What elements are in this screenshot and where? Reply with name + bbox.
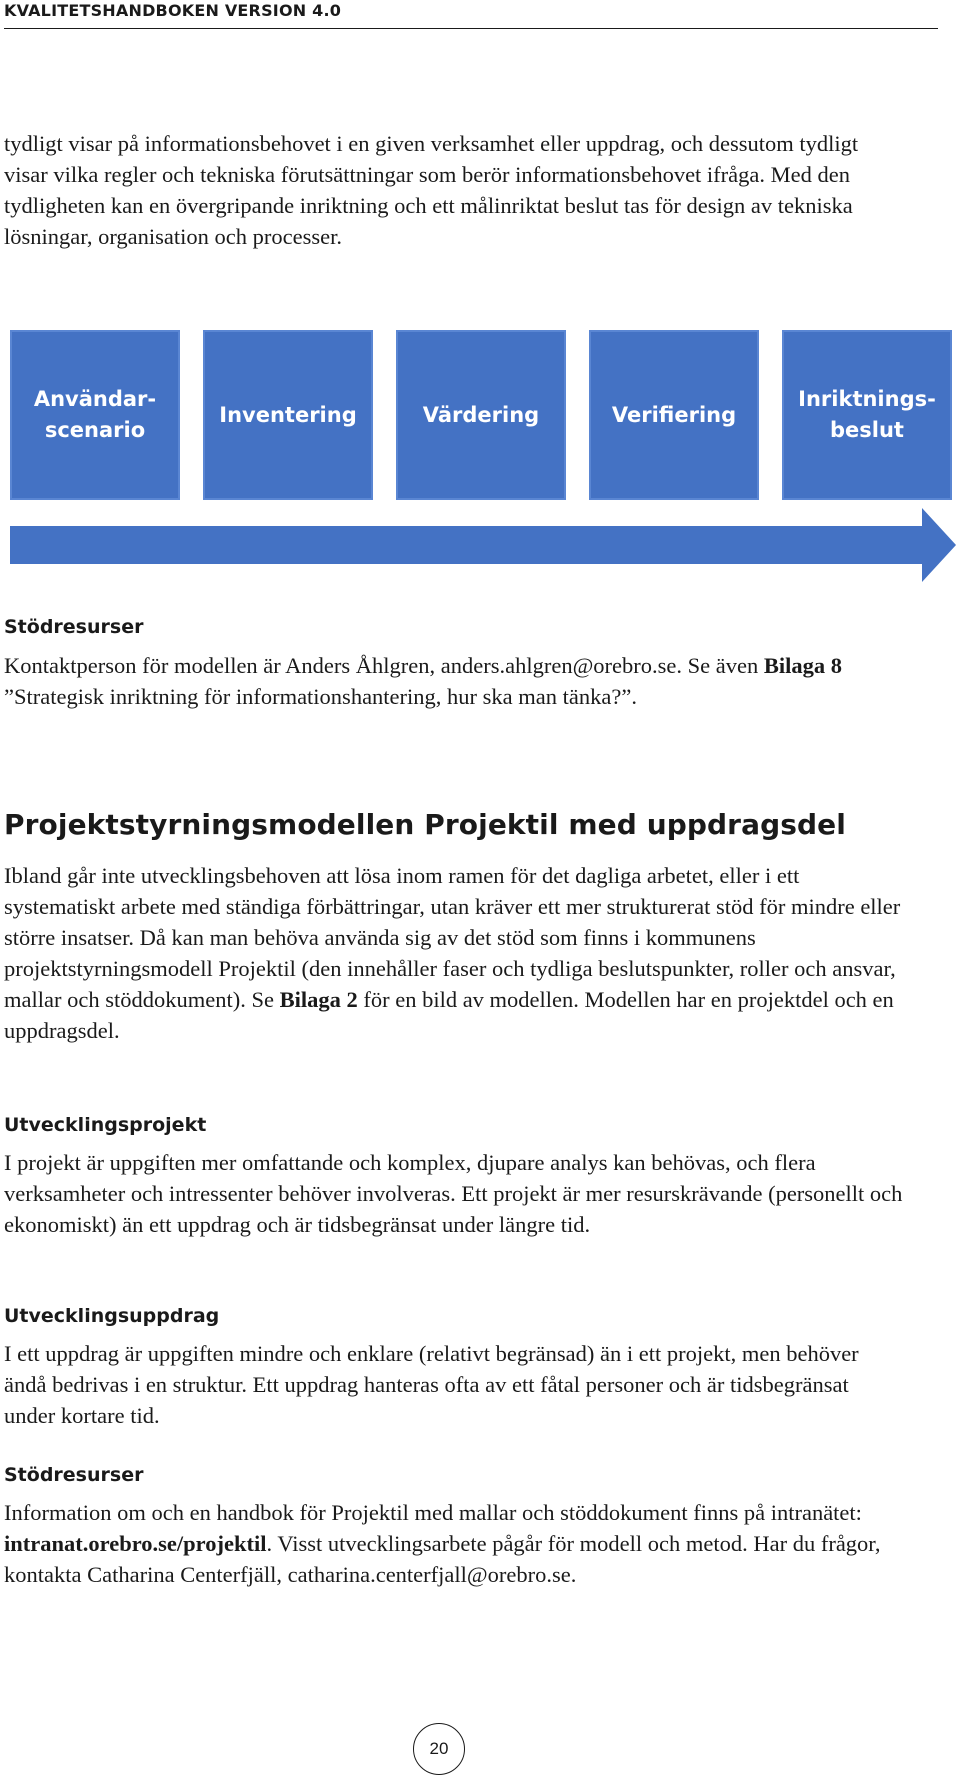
support-resources-heading-2: Stödresurser: [4, 1464, 144, 1486]
project-paragraph: I projekt är uppgiften mer omfattande och komplex, djupare analys kan behövas, och flera verksamheter och intressenter behöver involveras. Ett projekt är mer resurskrävande (personellt och ekonomiskt) än ett uppdrag och är tidsbegränsat under längre tid.: [4, 1150, 903, 1237]
process-step-3: Värdering: [396, 330, 566, 500]
support-resources-paragraph-2: Information om och en handbok för Projektil med mallar och stöddokument finns på intranätet: intranat.orebro.se/projektil. Visst utvecklingsarbete pågår för modell och metod. Har du frågor, kontakta Catharina Centerfjäll, catharina.centerfjall@orebro.se.: [4, 1500, 881, 1587]
process-arrow-icon: [10, 508, 958, 582]
process-step-2: Inventering: [203, 330, 373, 500]
process-step-5: Inriktnings- beslut: [782, 330, 952, 500]
support-resources-paragraph: Kontaktperson för modellen är Anders Åhlgren, anders.ahlgren@orebro.se. Se även Bilaga 8 ”Strategisk inriktning för informationshantering, hur ska man tänka?”.: [4, 653, 842, 709]
page-header: [4, 0, 938, 29]
process-step-1: Användar- scenario: [10, 330, 180, 500]
assignment-paragraph: I ett uppdrag är uppgiften mindre och enklare (relativt begränsad) än i ett projekt, men behöver ändå bedrivas i en struktur. Ett uppdrag hanteras ofta av ett fåtal personer och är tidsbegränsat under kortare tid.: [4, 1341, 859, 1428]
document-title: KVALITETSHANDBOKEN VERSION 4.0: [4, 1, 342, 20]
appendix-8-ref: Bilaga 8: [763, 653, 842, 678]
support-resources-heading: Stödresurser: [4, 616, 144, 638]
intro-paragraph: tydligt visar på informationsbehovet i en given verksamhet eller uppdrag, och dessutom tydligt visar vilka regler och tekniska förutsättningar som berör informationsbehovet ifråga. Med den tydligheten kan en övergripande inriktning och ett målinriktat beslut tas för design av tekniska lösningar, organisation och processer.: [4, 131, 859, 249]
appendix-2-ref: Bilaga 2: [279, 987, 358, 1012]
section-heading: Projektstyrningsmodellen Projektil med uppdragsdel: [4, 808, 846, 841]
intranet-link: intranat.orebro.se/projektil: [4, 1531, 267, 1556]
section-paragraph: Ibland går inte utvecklingsbehoven att lösa inom ramen för det dagliga arbetet, eller i ett systematiskt arbete med ständiga förbättringar, utan kräver ett mer strukturerat stöd för mindre eller större insatser. Då kan man behöva använda sig av det stöd som finns i kommunens projektstyrningsmodell Projektil (den innehåller faser och tydliga beslutspunkter, roller och ansvar, mallar och stöddokument). Se Bilaga 2 för en bild av modellen. Modellen har en projektdel och en uppdragsdel.: [4, 863, 901, 1043]
page-number: 20: [413, 1723, 465, 1775]
process-step-4: Verifiering: [589, 330, 759, 500]
project-heading: Utvecklingsprojekt: [4, 1114, 207, 1136]
assignment-heading: Utvecklingsuppdrag: [4, 1305, 220, 1327]
